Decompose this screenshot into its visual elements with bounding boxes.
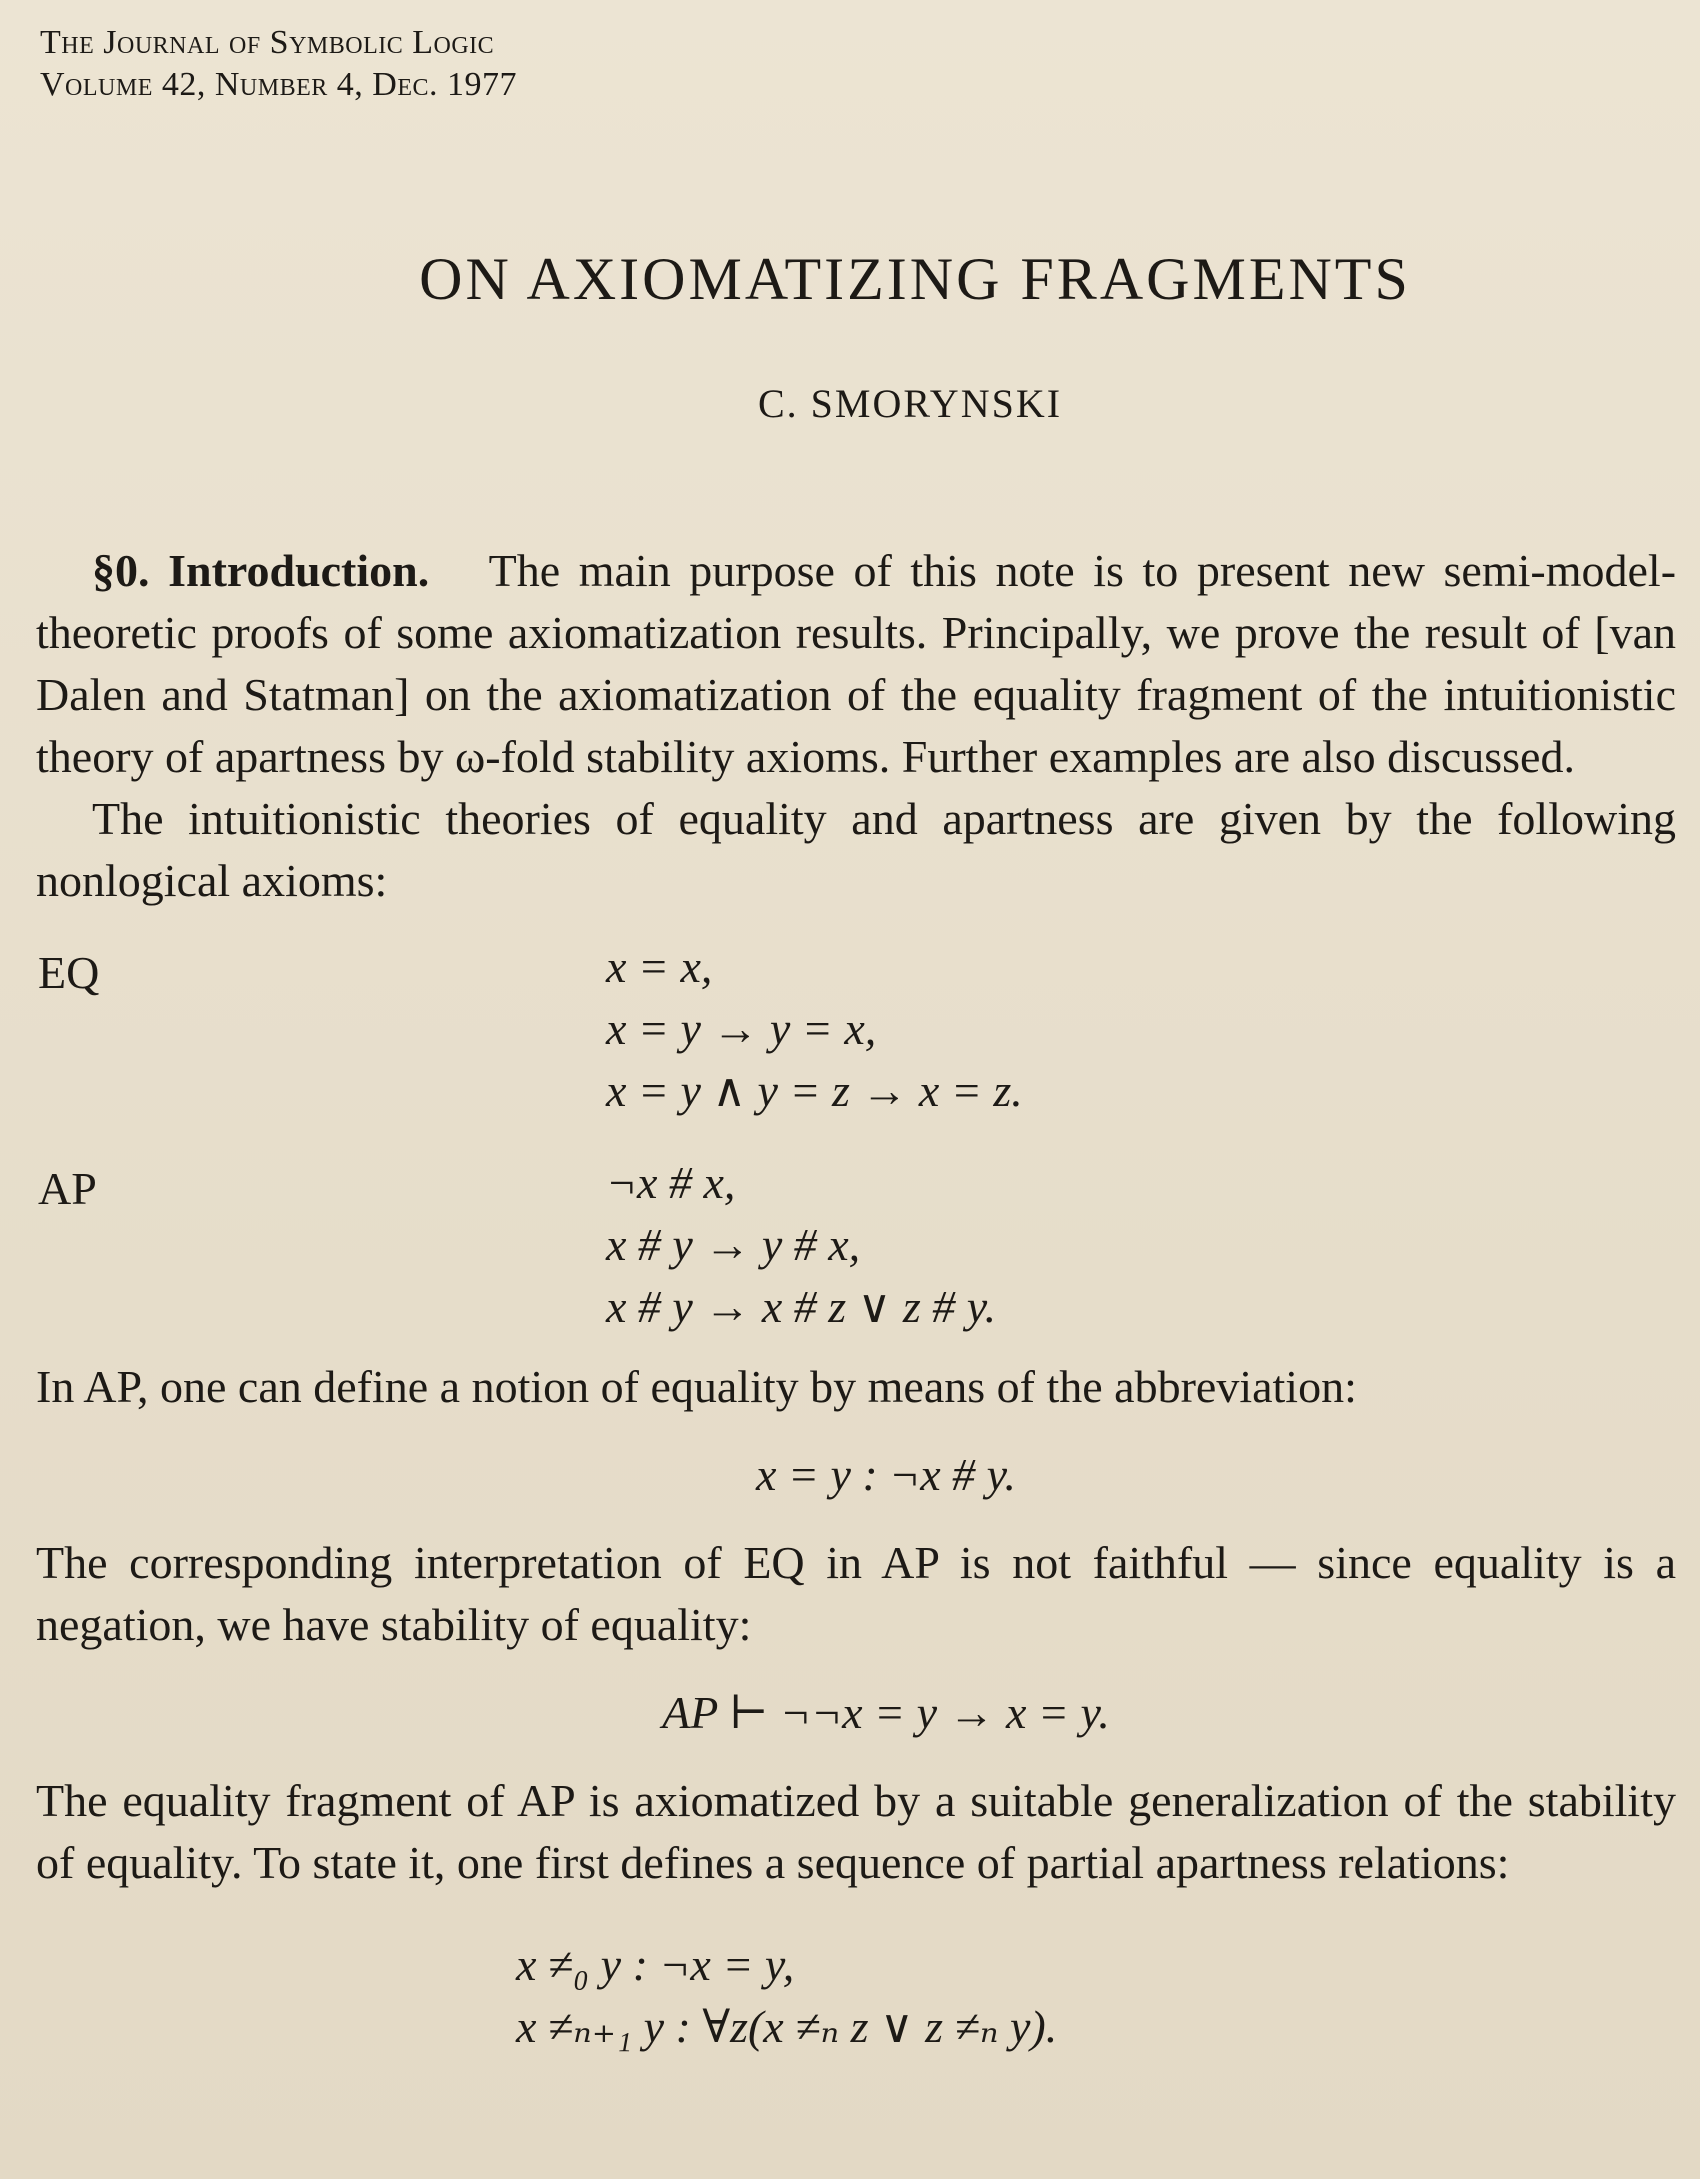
apartness-definition: x ≠ₙ₊₁ y : ∀z(x ≠ₙ z ∨ z ≠ₙ y). [516, 2001, 1058, 2052]
axiom-formula: x # y → y # x, [606, 1219, 861, 1270]
apartness-definition: x ≠₀ y : ¬x = y, [516, 1939, 795, 1990]
stability-formula: AP ⊢ ¬¬x = y → x = y. [662, 1687, 1110, 1738]
axiom-lines-ap [606, 1152, 996, 1338]
axiom-block-eq [36, 936, 1676, 1128]
journal-name: The Journal of Symbolic Logic [40, 24, 495, 61]
partial-apartness-definitions [36, 1934, 1676, 2058]
article-author: C. SMORYNSKI [757, 381, 1063, 426]
axiom-lines-eq [606, 936, 1023, 1122]
axiom-block-ap [36, 1152, 1676, 1344]
axiom-formula: x = x, [606, 941, 713, 992]
axiom-formula: x = y → y = x, [606, 1003, 877, 1054]
axioms-intro-paragraph: The intuitionistic theories of equality and apartness are given by the following nonlogical axioms: [36, 793, 1676, 906]
axiom-formula: x # y → x # z ∨ z # y. [606, 1281, 997, 1332]
equality-definition-formula: x = y : ¬x # y. [755, 1449, 1017, 1500]
interpretation-paragraph: The corresponding interpretation of EQ in AP is not faithful — since equality is a negation, we have stability of equality: [36, 1537, 1676, 1650]
intro-paragraph [36, 540, 1676, 788]
intro-text: The main purpose of this note is to present new semi-model-theoretic proofs of some axiomatization results. Principally, we prove the result of [van Dalen and Statman] on the axiomatization of the equality fragment of the intuitionistic theory of apartness by ω-fold stability axioms. Further examples are also discussed. [36, 545, 1677, 782]
definition-paragraph: In AP, one can define a notion of equality by means of the abbreviation: [36, 1361, 1357, 1412]
axiom-label-ap: AP [38, 1163, 97, 1214]
journal-header [40, 22, 517, 106]
journal-issue: Volume 42, Number 4, Dec. 1977 [40, 66, 518, 103]
axiom-label-eq: EQ [38, 947, 100, 998]
axiom-formula: ¬x # x, [606, 1157, 736, 1208]
fragment-paragraph: The equality fragment of AP is axiomatized by a suitable generalization of the stability of equality. To state it, one first defines a sequence of partial apartness relations: [36, 1775, 1676, 1888]
article-title: ON AXIOMATIZING FRAGMENTS [419, 246, 1411, 312]
section-heading: §0. Introduction. [92, 545, 430, 596]
article-body [36, 540, 1676, 2058]
axiom-formula: x = y ∧ y = z → x = z. [606, 1065, 1023, 1116]
